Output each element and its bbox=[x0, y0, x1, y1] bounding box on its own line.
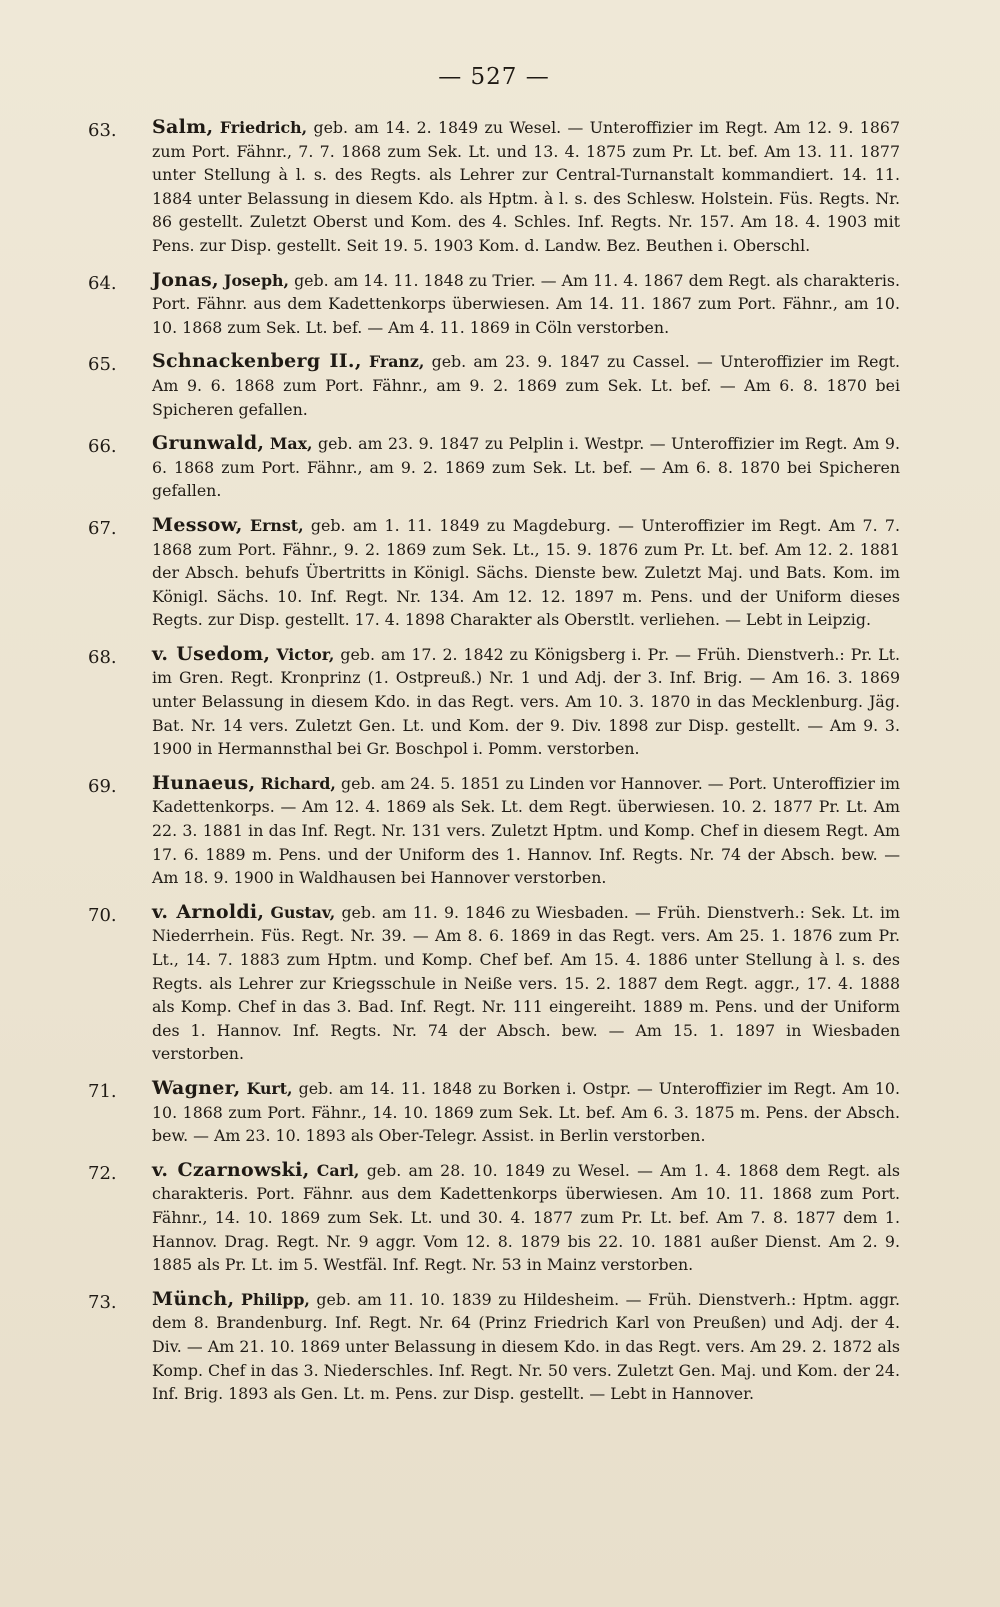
entry-surname: Schnackenberg II., bbox=[152, 350, 362, 373]
entry-text bbox=[152, 901, 900, 1066]
entry-text bbox=[152, 1077, 900, 1148]
entry-surname: v. Arnoldi, bbox=[152, 900, 265, 923]
entry-given-name: Max, bbox=[269, 434, 313, 454]
entry-number: 71. bbox=[88, 1080, 117, 1102]
entry-given-name: Ernst, bbox=[250, 515, 304, 535]
list-item bbox=[88, 432, 900, 503]
entry-text bbox=[152, 432, 900, 503]
entry-number: 63. bbox=[88, 120, 117, 141]
entry-surname: Salm, bbox=[152, 116, 214, 138]
list-item bbox=[88, 643, 900, 761]
entry-surname: Messow, bbox=[152, 513, 243, 536]
entry-given-name: Joseph, bbox=[223, 270, 289, 290]
list-item bbox=[88, 1077, 900, 1148]
entry-given-name: Victor, bbox=[276, 644, 335, 664]
entry-body: geb. am 28. 10. 1849 zu Wesel. — Am 1. 4. 1868 dem Regt. als charakteris. Port. Fähnr. aus dem Kadettenkorps überwiesen. Am 10. 11. 1868 zum Port. Fähnr., 14. 10. 1869 zum Sek. Lt. und 30. 4. 1877 zum Pr. Lt. bef. Am 7. 8. 1877 dem 1. Hannov. Drag. Regt. Nr. 9 aggr. Vom 12. 8. 1879 bis 22. 10. 1881 außer Dienst. Am 2. 9. 1885 als Pr. Lt. im 5. Westfäl. Inf. Regt. Nr. 53 in Mainz verstorben. bbox=[152, 1160, 901, 1275]
entry-given-name: Friedrich, bbox=[219, 118, 308, 137]
entry-surname: v. Usedom, bbox=[152, 642, 271, 665]
entry-body: geb. am 14. 11. 1848 zu Trier. — Am 11. 4. 1867 dem Regt. als charakteris. Port. Fähnr. aus dem Kadettenkorps überwiesen. Am 14. 11. 1867 zum Port. Fähnr., am 10. 10. 1868 zum Sek. Lt. bef. — Am 4. 11. 1869 in Cöln verstorben. bbox=[152, 270, 901, 337]
entry-given-name: Franz, bbox=[368, 352, 425, 372]
entry-surname: Hunaeus, bbox=[152, 771, 256, 794]
entry-text bbox=[152, 269, 900, 340]
entry-number: 73. bbox=[88, 1291, 117, 1313]
entry-given-name: Richard, bbox=[260, 773, 336, 793]
entry-number: 67. bbox=[88, 517, 117, 539]
entry-given-name: Philipp, bbox=[240, 1289, 310, 1309]
list-item bbox=[88, 116, 900, 258]
entry-surname: Jonas, bbox=[152, 268, 219, 291]
entry-number: 70. bbox=[88, 904, 117, 926]
entry-text bbox=[152, 350, 900, 421]
entry-surname: Wagner, bbox=[152, 1076, 241, 1099]
entry-list bbox=[88, 116, 900, 1406]
entry-given-name: Kurt, bbox=[246, 1078, 293, 1098]
entry-body: geb. am 23. 9. 1847 zu Cassel. — Unteroffizier im Regt. Am 9. 6. 1868 zum Port. Fähnr., am 9. 2. 1869 zum Sek. Lt. bef. — Am 6. 8. 1870 bei Spicheren gefallen. bbox=[152, 352, 900, 419]
entry-text bbox=[152, 116, 900, 258]
entry-number: 68. bbox=[88, 646, 117, 668]
entry-body: geb. am 11. 10. 1839 zu Hildesheim. — Früh. Dienstverh.: Hptm. aggr. dem 8. Brandenburg. Inf. Regt. Nr. 64 (Prinz Friedrich Karl von Preußen) und Adj. der 4. Div. — Am 21. 10. 1869 unter Belassung in diesem Kdo. in das Regt. vers. Am 29. 2. 1872 als Komp. Chef in das 3. Niederschles. Inf. Regt. Nr. 50 vers. Zuletzt Gen. Maj. und Kom. der 24. Inf. Brig. 1893 als Gen. Lt. m. Pens. zur Disp. gestellt. — Lebt in Hannover. bbox=[152, 1289, 901, 1404]
list-item bbox=[88, 1159, 900, 1277]
entry-body: geb. am 1. 11. 1849 zu Magdeburg. — Unteroffizier im Regt. Am 7. 7. 1868 zum Port. Fähnr., 9. 2. 1869 zum Sek. Lt., 15. 9. 1876 zum Pr. Lt. bef. Am 12. 2. 1881 der Absch. behufs Übertritts in Königl. Sächs. Dienste bew. Zuletzt Maj. und Bats. Kom. im Königl. Sächs. 10. Inf. Regt. Nr. 134. Am 12. 12. 1897 m. Pens. und der Uniform dieses Regts. zur Disp. gestellt. 17. 4. 1898 Charakter als Oberstlt. verliehen. — Lebt in Leipzig. bbox=[152, 515, 900, 630]
entry-body: geb. am 17. 2. 1842 zu Königsberg i. Pr. — Früh. Dienstverh.: Pr. Lt. im Gren. Regt. Kronprinz (1. Ostpreuß.) Nr. 1 und Adj. der 3. Inf. Brig. — Am 16. 3. 1869 unter Belassung in diesem Kdo. in das Regt. vers. Am 10. 3. 1870 in das Mecklenburg. Jäg. Bat. Nr. 14 vers. Zuletzt Gen. Lt. und Kom. der 9. Div. 1898 zur Disp. gestellt. — Am 9. 3. 1900 in Hermannsthal bei Gr. Boschpol i. Pomm. verstorben. bbox=[152, 644, 900, 759]
entry-text bbox=[152, 514, 900, 632]
entry-given-name: Gustav, bbox=[270, 902, 336, 922]
entry-given-name: Carl, bbox=[316, 1160, 360, 1180]
list-item bbox=[88, 350, 900, 421]
list-item bbox=[88, 901, 900, 1066]
entry-surname: v. Czarnowski, bbox=[152, 1158, 310, 1181]
entry-number: 72. bbox=[88, 1162, 117, 1184]
entry-body: geb. am 11. 9. 1846 zu Wiesbaden. — Früh. Dienstverh.: Sek. Lt. im Niederrhein. Füs. Regt. Nr. 39. — Am 8. 6. 1869 in das Regt. vers. Am 25. 1. 1876 zum Pr. Lt., 14. 7. 1883 zum Hptm. und Komp. Chef bef. Am 15. 4. 1886 unter Stellung à l. s. des Regts. als Lehrer zur Kriegsschule in Neiße vers. 15. 2. 1887 dem Regt. aggr., 17. 4. 1888 als Komp. Chef in das 3. Bad. Inf. Regt. Nr. 111 eingereiht. 1889 m. Pens. und der Uniform des 1. Hannov. Inf. Regts. Nr. 74 der Absch. bew. — Am 15. 1. 1897 in Wiesbaden verstorben. bbox=[152, 902, 900, 1064]
list-item bbox=[88, 514, 900, 632]
entry-body: geb. am 14. 2. 1849 zu Wesel. — Unteroffizier im Regt. Am 12. 9. 1867 zum Port. Fähnr., 7. 7. 1868 zum Sek. Lt. und 13. 4. 1875 zum Pr. Lt. bef. Am 13. 11. 1877 unter Stellung à l. s. des Regts. als Lehrer zur Central-Turnanstalt kommandiert. 14. 11. 1884 unter Belassung in diesem Kdo. als Hptm. à l. s. des Schlesw. Holstein. Füs. Regts. Nr. 86 gestellt. Zuletzt Oberst und Kom. des 4. Schles. Inf. Regts. Nr. 157. Am 18. 4. 1903 mit Pens. zur Disp. gestellt. Seit 19. 5. 1903 Kom. d. Landw. Bez. Beuthen i. Oberschl. bbox=[152, 118, 900, 255]
entry-body: geb. am 24. 5. 1851 zu Linden vor Hannover. — Port. Unteroffizier im Kadettenkorps. — Am 12. 4. 1869 als Sek. Lt. dem Regt. überwiesen. 10. 2. 1877 Pr. Lt. Am 22. 3. 1881 in das Inf. Regt. Nr. 131 vers. Zuletzt Hptm. und Komp. Chef in diesem Regt. Am 17. 6. 1889 m. Pens. und der Uniform des 1. Hannov. Inf. Regts. Nr. 74 der Absch. bew. — Am 18. 9. 1900 in Waldhausen bei Hannover verstorben. bbox=[152, 773, 901, 888]
entry-number: 64. bbox=[88, 272, 117, 294]
entry-text bbox=[152, 1288, 900, 1406]
list-item bbox=[88, 269, 900, 340]
entry-surname: Grunwald, bbox=[152, 432, 265, 455]
entry-text bbox=[152, 1159, 900, 1277]
entry-body: geb. am 14. 11. 1848 zu Borken i. Ostpr. — Unteroffizier im Regt. Am 10. 10. 1868 zum Port. Fähnr., 14. 10. 1869 zum Sek. Lt. bef. Am 6. 3. 1875 m. Pens. der Absch. bew. — Am 23. 10. 1893 als Ober-Telegr. Assist. in Berlin verstorben. bbox=[152, 1078, 900, 1146]
entry-body: geb. am 23. 9. 1847 zu Pelplin i. Westpr. — Unteroffizier im Regt. Am 9. 6. 1868 zum Port. Fähnr., am 9. 2. 1869 zum Sek. Lt. bef. — Am 6. 8. 1870 bei Spicheren gefallen. bbox=[152, 434, 900, 501]
entry-number: 66. bbox=[88, 436, 117, 458]
list-item bbox=[88, 1288, 900, 1406]
entry-number: 65. bbox=[88, 354, 117, 376]
page-number: — 527 — bbox=[438, 64, 550, 90]
entry-text bbox=[152, 772, 900, 890]
list-item bbox=[88, 772, 900, 890]
entry-text bbox=[152, 643, 900, 761]
entry-surname: Münch, bbox=[152, 1287, 235, 1310]
entry-number: 69. bbox=[88, 775, 117, 797]
